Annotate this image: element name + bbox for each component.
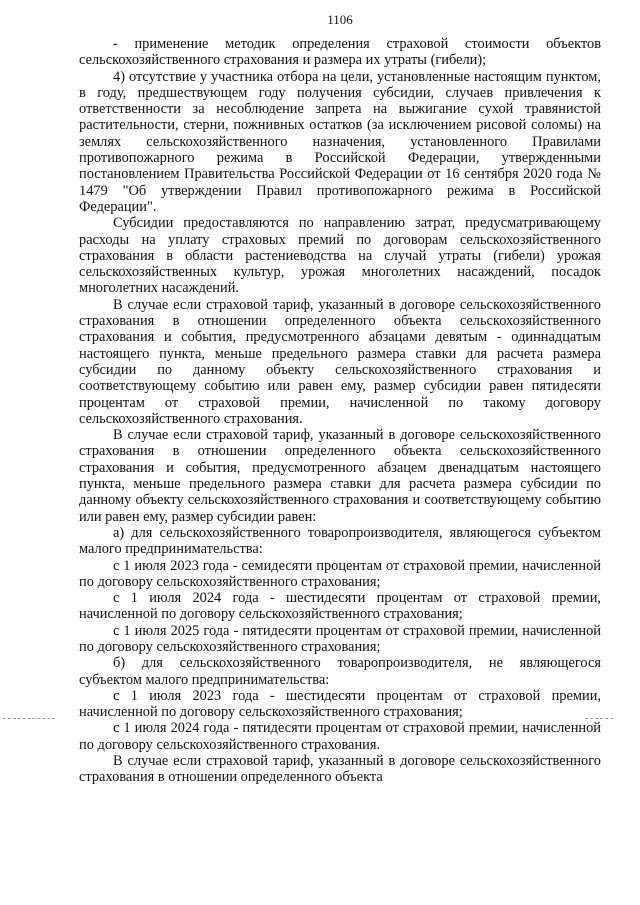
scan-artifact-right [585,718,613,720]
paragraph-small-2025: с 1 июля 2025 года - пятидесяти процентам от страховой премии, начисленной по договору сельскохозяйственного страхования; [79,622,601,655]
paragraph-small-business: а) для сельскохозяйственного товаропроизводителя, являющегося субъектом малого предпринимательства: [79,524,601,558]
document-body [79,36,601,786]
paragraph-tariff-case-3: В случае если страховой тариф, указанный в договоре сельскохозяйственного страхования в отношении определенного объекта [79,753,601,786]
paragraph-tariff-case-2: В случае если страховой тариф, указанный в договоре сельскохозяйственного страхования в отношении определенного объекта сельскохозяйственного страхования и события, предусмотренного абзацем двенадцатым настоящего пункта, меньше предельного размера ставки для расчета размера субсидии по данному объекту сельскохозяйственного страхования и соответствующему событию или равен ему, размер субсидии равен: [79,427,601,525]
paragraph-tariff-case-1: В случае если страховой тариф, указанный в договоре сельскохозяйственного страхования в отношении определенного объекта сельскохозяйственного страхования и события, предусмотренного абзацами девятым - одиннадцатым настоящего пункта, меньше предельного размера ставки для расчета размера субсидии по данному объекту сельскохозяйственного страхования и соответствующему событию или равен ему, размер субсидии равен пятидесяти процентам от страховой премии, начисленной по такому договору сельскохозяйственного страхования. [79,296,601,427]
paragraph-subsidy-purpose: Субсидии предоставляются по направлению затрат, предусматривающему расходы на уплату страховых премий по договорам сельскохозяйственного страхования в области растениеводства на случай утраты (гибели) урожая сельскохозяйственных культур, урожая многолетних насаждений, посадок многолетних насаждений. [79,215,601,297]
paragraph-small-2023: с 1 июля 2023 года - семидесяти процентам от страховой премии, начисленной по договору сельскохозяйственного страхования; [79,557,601,590]
paragraph-condition-4: 4) отсутствие у участника отбора на цели, установленные настоящим пунктом, в году, предшествующем году получения субсидии, случаев привлечения к ответственности за несоблюдение запрета на выжигание сухой травянистой растительности, стерни, пожнивных остатков (за исключением рисовой соломы) на землях сельскохозяйственного назначения, установленного Правилами противопожарного режима в Российской Федерации, утвержденными постановлением Правительства Российской Федерации от 16 сентября 2020 года № 1479 "Об утверждении Правил противопожарного режима в Российской Федерации". [79,68,601,215]
scan-artifact-left [3,718,55,720]
paragraph-methods: - применение методик определения страховой стоимости объектов сельскохозяйственного страхования и размера их утраты (гибели); [79,36,601,69]
paragraph-not-small-business: б) для сельскохозяйственного товаропроизводителя, не являющегося субъектом малого предпринимательства: [79,655,601,688]
paragraph-not-small-2023: с 1 июля 2023 года - шестидесяти процентам от страховой премии, начисленной по договору сельскохозяйственного страхования; [79,687,601,721]
paragraph-not-small-2024: с 1 июля 2024 года - пятидесяти процентам от страховой премии, начисленной по договору сельскохозяйственного страхования. [79,720,601,753]
paragraph-small-2024: с 1 июля 2024 года - шестидесяти процентам от страховой премии, начисленной по договору сельскохозяйственного страхования; [79,590,601,623]
page-number: 1106 [327,12,353,27]
